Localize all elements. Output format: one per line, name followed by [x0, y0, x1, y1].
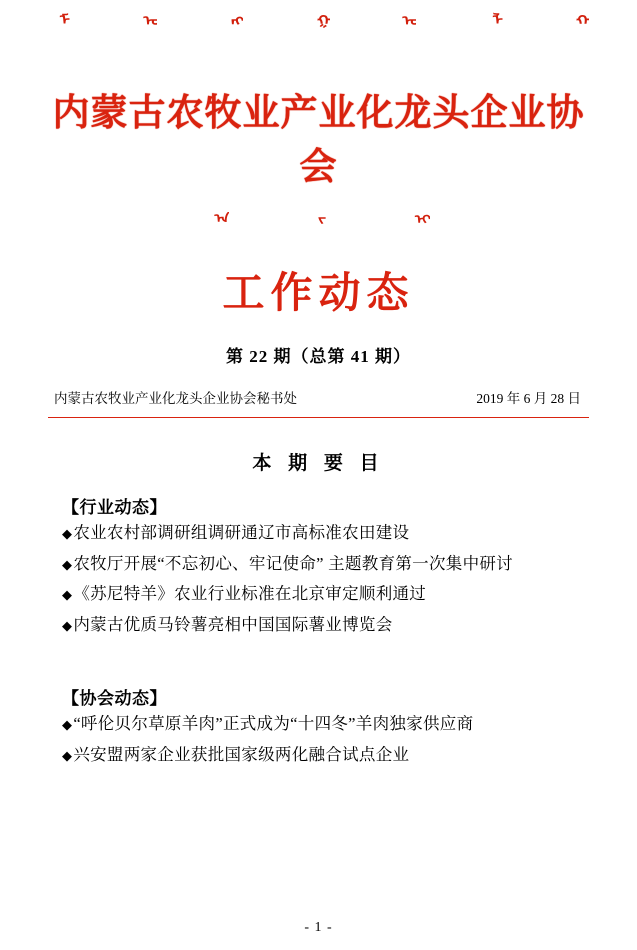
mongolian-script-top-row — [48, 0, 589, 76]
issue-number: 第 22 期（总第 41 期） — [226, 347, 411, 366]
issuer-name: 内蒙古农牧业产业化龙头企业协会秘书处 — [54, 391, 297, 406]
mongolian-glyph: ᠭ — [308, 12, 330, 25]
section-spacer — [48, 640, 589, 666]
list-item-label: 兴安盟两家企业获批国家级两化融合试点企业 — [73, 744, 410, 764]
list-item-label: 内蒙古优质马铃薯亮相中国国际薯业博览会 — [73, 614, 393, 634]
bulletin-name: 工作动态 — [222, 268, 415, 317]
mongolian-glyph: ᠣ — [395, 12, 416, 25]
list-item[interactable] — [48, 610, 589, 641]
diamond-bullet-icon: ◆ — [62, 718, 73, 734]
diamond-bullet-icon: ◆ — [62, 748, 73, 764]
list-item[interactable] — [48, 709, 589, 740]
contents-heading: 本 期 要 目 — [252, 453, 385, 474]
list-item-label: 农牧厅开展“不忘初心、牢记使命” 主题教育第一次集中研讨 — [73, 553, 513, 573]
section-industry-news — [48, 493, 589, 640]
mongolian-glyph: ᠵ — [309, 212, 329, 224]
issue-date: 2019 年 6 月 28 日 — [476, 391, 581, 406]
section-title: 【协会动态】 — [62, 689, 167, 709]
header-divider — [48, 417, 589, 418]
issuer-row — [48, 387, 589, 407]
mongolian-script-mid-row — [48, 212, 589, 258]
diamond-bullet-icon: ◆ — [62, 588, 73, 604]
section-title: 【行业动态】 — [62, 498, 167, 517]
page-number: - 1 - — [304, 920, 333, 935]
list-item-label: “呼伦贝尔草原羊肉”正式成为“十四冬”羊肉独家供应商 — [73, 714, 474, 734]
mongolian-glyph: ᠬ — [568, 12, 589, 25]
list-item-label: 《苏尼特羊》农业行业标准在北京审定顺利通过 — [73, 584, 427, 604]
diamond-bullet-icon: ◆ — [62, 527, 73, 542]
mongolian-glyph: ᠯ — [481, 12, 503, 25]
diamond-bullet-icon: ◆ — [62, 557, 73, 573]
organization-title: 内蒙古农牧业产业化龙头企业协会 — [52, 91, 585, 188]
list-item[interactable] — [48, 549, 589, 580]
mongolian-glyph: ᠮ — [49, 12, 70, 25]
list-item[interactable] — [48, 579, 589, 610]
list-item-label: 农业农村部调研组调研通辽市高标准农田建设 — [73, 523, 410, 542]
mongolian-glyph: ᠩ — [222, 12, 243, 25]
list-item[interactable] — [48, 518, 589, 549]
section-association-news — [48, 684, 589, 770]
mongolian-glyph: ᠣ — [135, 12, 156, 25]
list-item[interactable] — [48, 740, 589, 771]
mongolian-glyph: ᠠ — [208, 212, 228, 224]
mongolian-glyph: ᠢ — [410, 212, 429, 224]
diamond-bullet-icon: ◆ — [62, 618, 73, 634]
